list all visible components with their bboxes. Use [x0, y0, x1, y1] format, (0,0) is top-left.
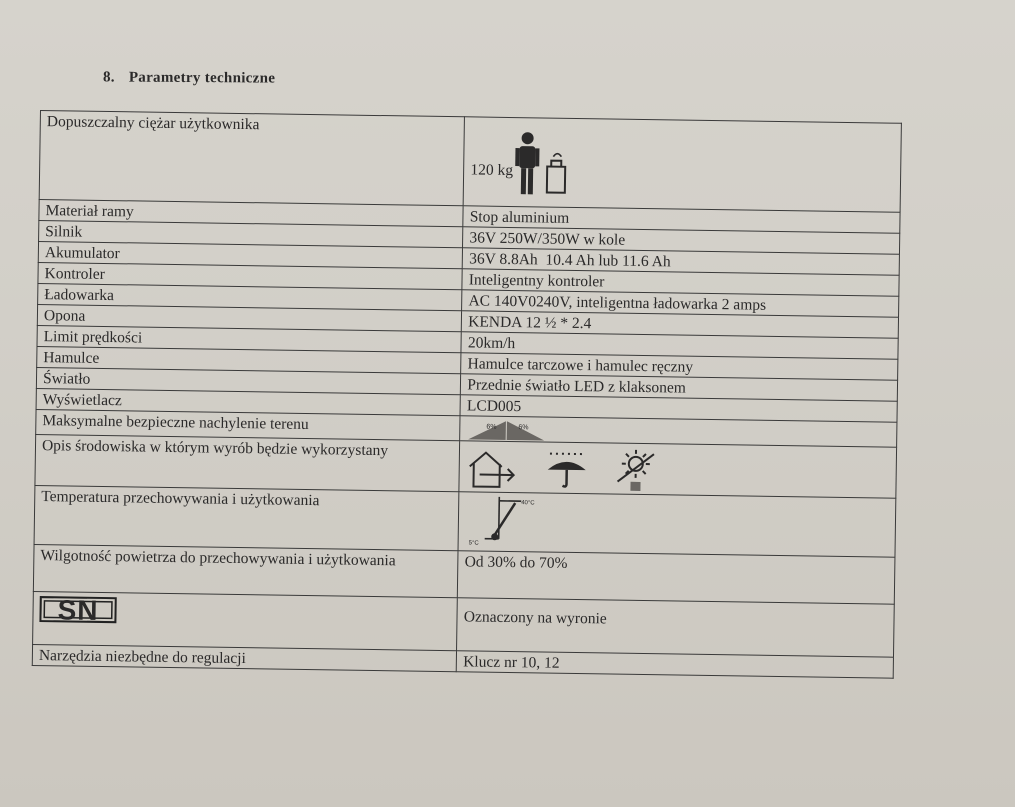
row-value: Hamulce tarczowe i hamulec ręczny: [461, 353, 898, 380]
no-sun-icon: [610, 447, 663, 494]
row-label: Temperatura przechowywania i użytkowania: [34, 485, 459, 550]
row-label: Limit prędkości: [37, 325, 462, 352]
section-title: Parametry techniczne: [128, 69, 276, 87]
row-value: Inteligentny kontroler: [462, 269, 899, 296]
row-label: Światło: [36, 367, 461, 394]
indoor-house-icon: [466, 448, 525, 489]
max-weight-value: 120 kg: [470, 161, 514, 180]
row-value: 36V 250W/350W w kole: [463, 227, 900, 254]
temp-max-label: 40°C: [521, 500, 535, 507]
row-value-cell: [459, 441, 896, 498]
row-label: Hamulce: [37, 346, 462, 373]
row-label: [35, 434, 460, 491]
row-value: Przednie światło LED z klaksonem: [461, 374, 898, 401]
row-value: 36V 8.8Ah 10.4 Ah lub 11.6 Ah: [462, 248, 899, 275]
row-value: Klucz nr 10, 12: [457, 651, 894, 678]
row-value: AC 140V0240V, inteligentna ładowarka 2 amps: [462, 290, 899, 317]
umbrella-rain-icon: [544, 450, 591, 491]
serial-number-badge: SN: [39, 596, 116, 623]
row-label-cell: [33, 591, 458, 650]
table-row: [39, 111, 901, 213]
row-value: 20km/h: [461, 332, 898, 359]
section-number: 8.: [102, 69, 115, 86]
row-label: Dopuszczalny ciężar użytkownika: [39, 111, 465, 206]
section-heading: [103, 69, 275, 87]
row-label: Akumulator: [38, 241, 463, 268]
slope-label-right: 6%: [518, 424, 529, 432]
spec-sheet: [32, 110, 908, 679]
slope-label-left: 6%: [486, 423, 497, 431]
row-label: Opona: [37, 304, 462, 331]
row-value: Stop aluminium: [463, 206, 900, 233]
row-value-cell: [458, 492, 896, 557]
temperature-limit-icon: [465, 494, 556, 549]
environment-label: Opis środowiska w którym wyrób będzie wykorzystany: [41, 437, 389, 460]
row-value: Oznaczony na wyronie: [463, 608, 607, 628]
row-label: Materiał ramy: [39, 199, 464, 226]
humidity-label: Wilgotność powietrza do przechowywania i użytkowania: [40, 547, 396, 570]
slope-gradient-icon: [466, 418, 546, 441]
row-label: [33, 544, 458, 597]
row-label: Wyświetlacz: [36, 388, 461, 415]
row-value: LCD005: [460, 395, 897, 422]
row-value-cell: [463, 117, 901, 212]
row-label: Ładowarka: [38, 283, 463, 310]
row-value: Od 30% do 70%: [458, 551, 895, 604]
row-value: KENDA 12 ½ * 2.4: [462, 311, 899, 338]
row-label: Maksymalne bezpieczne nachylenie terenu: [36, 409, 461, 440]
row-value-cell: [457, 598, 894, 657]
row-label: Silnik: [39, 220, 464, 247]
technical-parameters-table: [32, 110, 902, 679]
temp-min-label: 5°C: [468, 540, 480, 547]
person-and-weight-icon: [513, 128, 574, 199]
row-label: Narzędzia niezbędne do regulacji: [32, 644, 457, 671]
row-label: Kontroler: [38, 262, 463, 289]
